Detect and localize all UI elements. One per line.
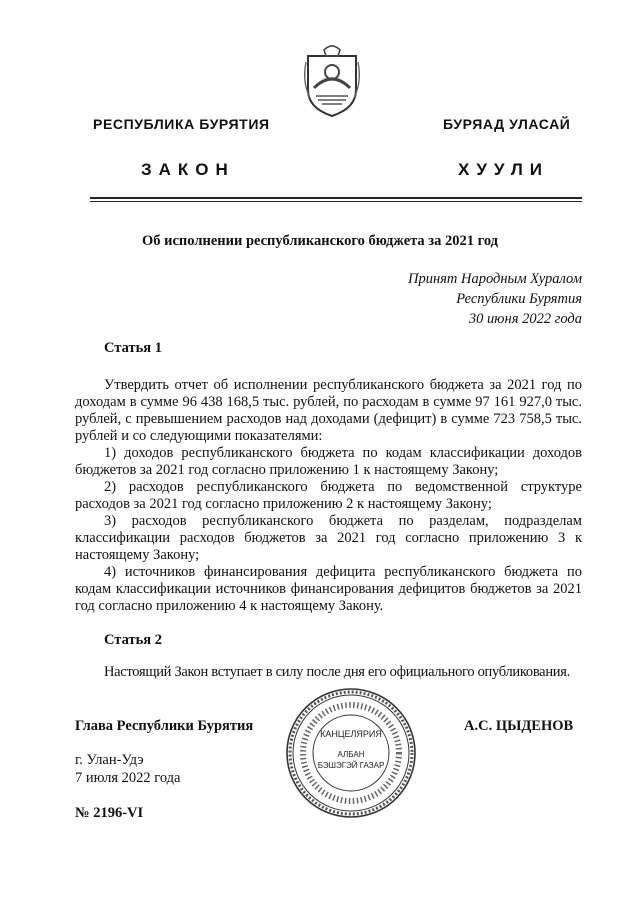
document-title: Об исполнении республиканского бюджета за 2021 год [141, 233, 499, 249]
article-1-item-2-text: 2) расходов республиканского бюджета по ведомственной структуре расходов за 2021 год согласно приложению 2 к настоящему Закону; [75, 479, 582, 512]
article-1-item-3 [75, 513, 582, 564]
adoption-line-3: 30 июня 2022 года [468, 311, 582, 327]
article-1-item-1-text: 1) доходов республиканского бюджета по кодам классификации доходов бюджетов за 2021 год согласно приложению 1 к настоящему Закону; [75, 445, 582, 478]
article-1-item-3-text: 3) расходов республиканского бюджета по разделам, подразделам классификации расходов бюджетов за 2021 год согласно приложению 3 к настоящему Закону; [75, 513, 582, 563]
coat-of-arms-emblem [304, 42, 360, 118]
law-label-buryat: ХУУЛИ [458, 160, 549, 179]
article-1-intro [75, 377, 582, 445]
signatory-name: А.С. ЦЫДЕНОВ [464, 718, 574, 734]
signatory-title: Глава Республики Бурятия [75, 718, 254, 734]
adoption-line-1: Принят Народным Хуралом [407, 271, 582, 287]
seal-text-line-2: АЛБАН [337, 750, 365, 759]
adoption-block [408, 269, 582, 329]
republic-name-buryat: БУРЯАД УЛАСАЙ [443, 116, 571, 132]
republic-name-russian: РЕСПУБЛИКА БУРЯТИЯ [93, 116, 270, 132]
article-1-item-4-text: 4) источников финансирования дефицита республиканского бюджета по кодам классификации источников финансирования дефицитов бюджетов за 2021 год согласно приложению 4 к настоящему Закону. [75, 564, 582, 614]
law-number: № 2196-VI [75, 805, 144, 821]
adoption-line-2: Республики Бурятия [456, 291, 582, 307]
article-1-item-1 [75, 445, 582, 479]
article-1-intro-text: Утвердить отчет об исполнении республиканского бюджета за 2021 год по доходам в сумме 96 438 168,5 тыс. рублей, по расходам в сумме 97 161 927,0 тыс. рублей, с превышением расходов над доходами (дефицит) в сумме 723 758,5 тыс. рублей и со следующими показателями: [75, 377, 582, 444]
header-divider-thick [90, 197, 582, 199]
signing-date: 7 июля 2022 года [75, 770, 181, 786]
article-1-item-2 [75, 479, 582, 513]
signing-place: г. Улан-Удэ [75, 752, 144, 768]
article-2-heading: Статья 2 [104, 632, 162, 648]
official-seal-stamp [283, 685, 419, 821]
article-1-heading: Статья 1 [104, 340, 162, 356]
seal-text-line-1: КАНЦЕЛЯРИЯ [320, 729, 382, 739]
law-label-russian: ЗАКОН [141, 160, 235, 179]
seal-text-line-3: БЭШЭГЭЙ ГАЗАР [317, 761, 385, 770]
header-divider-thin [90, 201, 582, 202]
article-2-text: Настоящий Закон вступает в силу после дня его официального опубликования. [104, 664, 570, 680]
article-1-item-4 [75, 564, 582, 615]
